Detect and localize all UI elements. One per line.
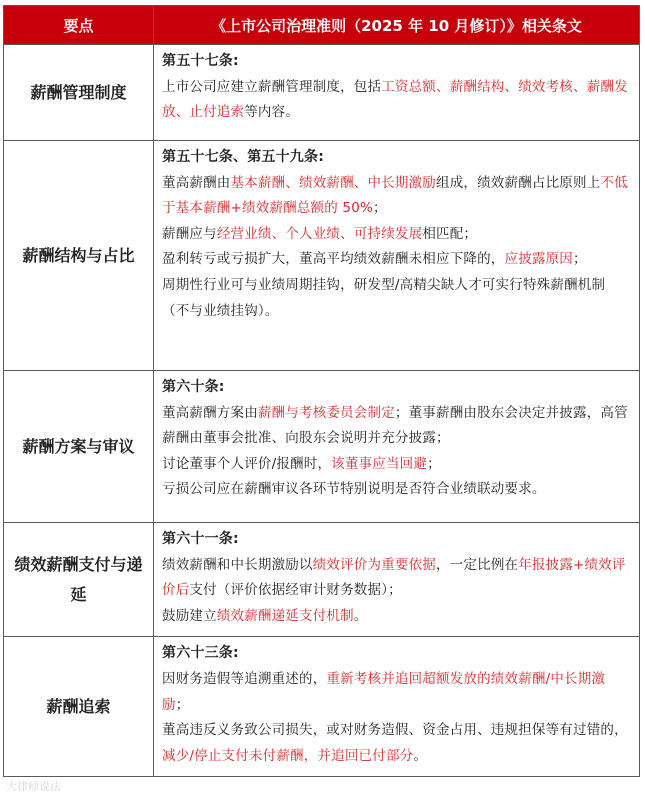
table-row bbox=[4, 637, 640, 777]
header-articles: 《上市公司治理准则（2025 年 10 月修订）》相关条文 bbox=[154, 6, 640, 45]
article-paragraph bbox=[162, 667, 629, 718]
table-row bbox=[4, 45, 640, 141]
table-row bbox=[4, 141, 640, 371]
highlighted-text: 减少/停止支付未付薪酬，并追回已付部分 bbox=[162, 747, 414, 764]
rules-table bbox=[3, 5, 640, 777]
paragraph-text: ；董事薪酬由股东会决定并披露，高管薪酬由董事会批准、向股东会说明并充分披露； bbox=[162, 404, 628, 447]
table-body bbox=[4, 45, 640, 777]
paragraph-text: 绩效薪酬和中长期激励以 bbox=[162, 556, 313, 573]
article-paragraph bbox=[162, 553, 629, 604]
row-key: 绩效薪酬支付与递延 bbox=[4, 523, 154, 637]
paragraph-text: 上市公司应建立薪酬管理制度，包括 bbox=[162, 78, 382, 95]
article-paragraph bbox=[162, 171, 629, 222]
article-paragraph bbox=[162, 604, 629, 630]
highlighted-text: 绩效评价为重要依据 bbox=[312, 556, 437, 573]
article-paragraph bbox=[162, 75, 629, 126]
paragraph-text: 董高违反义务致公司损失，或对财务造假、资金占用、违规担保等有过错的， bbox=[162, 722, 628, 739]
header-key-point: 要点 bbox=[4, 6, 154, 45]
table-row bbox=[4, 523, 640, 637]
article-number: 第五十七条、第五十九条: bbox=[162, 149, 324, 165]
row-content bbox=[154, 371, 640, 523]
article-number: 第六十条: bbox=[162, 379, 225, 395]
paragraph-text: 薪酬应与 bbox=[162, 225, 217, 242]
row-content bbox=[154, 141, 640, 371]
paragraph-text: 。 bbox=[413, 747, 428, 764]
paragraph-text: ； bbox=[573, 251, 587, 268]
article-paragraph bbox=[162, 401, 629, 452]
article-paragraph bbox=[162, 222, 629, 248]
article-paragraph bbox=[162, 247, 629, 273]
paragraph-text: ，一定比例在 bbox=[436, 556, 519, 573]
article-number: 第五十七条: bbox=[162, 53, 239, 69]
row-key: 薪酬方案与审议 bbox=[4, 371, 154, 523]
paragraph-text: 董高薪酬方案由 bbox=[162, 404, 258, 421]
row-content bbox=[154, 45, 640, 141]
row-key: 薪酬结构与占比 bbox=[4, 141, 154, 371]
watermark: 大律师说法 bbox=[6, 780, 61, 793]
article-paragraph bbox=[162, 477, 629, 503]
article-number: 第六十三条: bbox=[162, 645, 239, 662]
article-number: 第六十一条: bbox=[162, 531, 239, 547]
highlighted-text: 绩效薪酬递延支付机制 bbox=[216, 607, 354, 624]
highlighted-text: 基本薪酬、绩效薪酬、中长期激励 bbox=[230, 174, 436, 191]
article-paragraph bbox=[162, 718, 629, 769]
paragraph-text: 因财务造假等追溯重述的， bbox=[162, 670, 327, 687]
paragraph-text: 盈利转亏或亏损扩大，董高平均绩效薪酬未相应下降的， bbox=[162, 251, 505, 268]
paragraph-text: 董高薪酬由 bbox=[162, 174, 231, 191]
article-paragraph bbox=[162, 273, 629, 324]
paragraph-text: 。 bbox=[353, 607, 368, 624]
row-content bbox=[154, 637, 640, 777]
paragraph-text: 支付（评价依据经审计财务数据）； bbox=[189, 582, 402, 599]
paragraph-text: 相匹配； bbox=[422, 225, 478, 242]
row-key: 薪酬追索 bbox=[4, 637, 154, 777]
table-row bbox=[4, 371, 640, 523]
paragraph-text: 周期性行业可与业绩周期挂钩，研发型/高精尖缺人才可实行特殊薪酬机制（不与业绩挂钩）。 bbox=[162, 276, 606, 319]
row-content bbox=[154, 523, 640, 637]
highlighted-text: 年报披露+绩效评价后 bbox=[162, 556, 626, 599]
paragraph-text: ； bbox=[427, 455, 441, 472]
paragraph-text: ； bbox=[373, 200, 387, 217]
row-key: 薪酬管理制度 bbox=[4, 45, 154, 141]
highlighted-text: 薪酬与考核委员会制定 bbox=[257, 404, 395, 421]
table-header-row bbox=[4, 6, 640, 45]
highlighted-text: 应披露原因 bbox=[504, 251, 573, 268]
highlighted-text: 不低于基本薪酬+绩效薪酬总额的 50% bbox=[162, 174, 628, 217]
highlighted-text: 重新考核并追回超额发放的绩效薪酬/中长期激励 bbox=[162, 670, 606, 713]
highlighted-text: 该董事应当回避 bbox=[331, 455, 428, 472]
article-paragraph bbox=[162, 452, 629, 478]
paragraph-text: 鼓励建立 bbox=[162, 607, 217, 624]
highlighted-text: 工资总额、薪酬结构、绩效考核、薪酬发放、止付追索 bbox=[162, 78, 628, 121]
paragraph-text: 讨论董事个人评价/报酬时， bbox=[162, 455, 332, 472]
paragraph-text: 组成，绩效薪酬占比原则上 bbox=[436, 174, 601, 191]
paragraph-text: 等内容。 bbox=[244, 104, 300, 121]
paragraph-text: 亏损公司应在薪酬审议各环节特别说明是否符合业绩联动要求。 bbox=[162, 481, 546, 498]
highlighted-text: 经营业绩、个人业绩、可持续发展 bbox=[216, 225, 423, 242]
paragraph-text: ； bbox=[175, 696, 190, 713]
